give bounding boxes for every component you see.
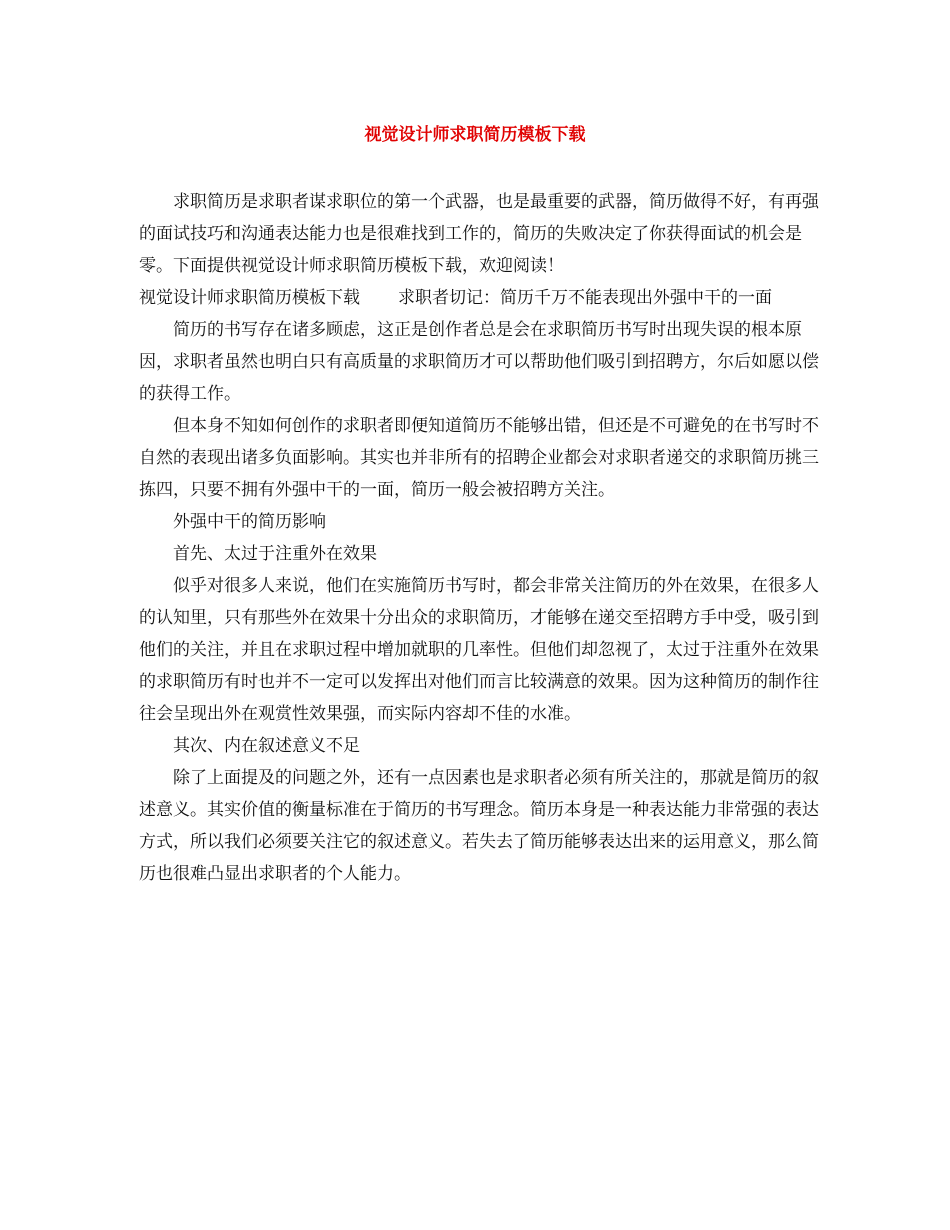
document-title: 视觉设计师求职简历模板下载 (364, 125, 586, 145)
intro-paragraph: 求职简历是求职者谋求职位的第一个武器，也是最重要的武器，简历做得不好，有再强的面试技巧和沟通表达能力也是很难找到工作的，简历的失败决定了你获得面试的机会是零。下面提供视觉设计师求职简历模板下载，欢迎阅读！ (139, 192, 819, 276)
section-heading-1: 外强中干的简历影响 (173, 512, 326, 532)
subhead-right: 求职者切记：简历千万不能表现出外强中干的一面 (398, 288, 772, 308)
section-heading-2: 首先、太过于注重外在效果 (173, 544, 377, 564)
paragraph-1: 简历的书写存在诸多顾虑，这正是创作者总是会在求职简历书写时出现失误的根本原因，求职者虽然也明白只有高质量的求职简历才可以帮助他们吸引到招聘方，尔后如愿以偿的获得工作。 (139, 320, 819, 404)
paragraph-4: 除了上面提及的问题之外，还有一点因素也是求职者必须有所关注的，那就是简历的叙述意义。其实价值的衡量标准在于简历的书写理念。简历本身是一种表达能力非常强的表达方式，所以我们必须要关注它的叙述意义。若失去了简历能够表达出来的运用意义，那么简历也很难凸显出求职者的个人能力。 (139, 768, 819, 884)
paragraph-3: 似乎对很多人来说，他们在实施简历书写时，都会非常关注简历的外在效果，在很多人的认知里，只有那些外在效果十分出众的求职简历，才能够在递交至招聘方手中受，吸引到他们的关注，并且在求职过程中增加就职的几率性。但他们却忽视了，太过于注重外在效果的求职简历有时也并不一定可以发挥出对他们而言比较满意的效果。因为这种简历的制作往往会呈现出外在观赏性效果强，而实际内容却不佳的水准。 (139, 576, 819, 724)
document-body (139, 186, 829, 890)
subhead-left: 视觉设计师求职简历模板下载 (139, 288, 360, 308)
subhead-line (139, 282, 829, 314)
section-heading-3: 其次、内在叙述意义不足 (173, 736, 360, 756)
paragraph-2: 但本身不知如何创作的求职者即便知道简历不能够出错，但还是不可避免的在书写时不自然的表现出诸多负面影响。其实也并非所有的招聘企业都会对求职者递交的求职简历挑三拣四，只要不拥有外强中干的一面，简历一般会被招聘方关注。 (139, 416, 819, 500)
